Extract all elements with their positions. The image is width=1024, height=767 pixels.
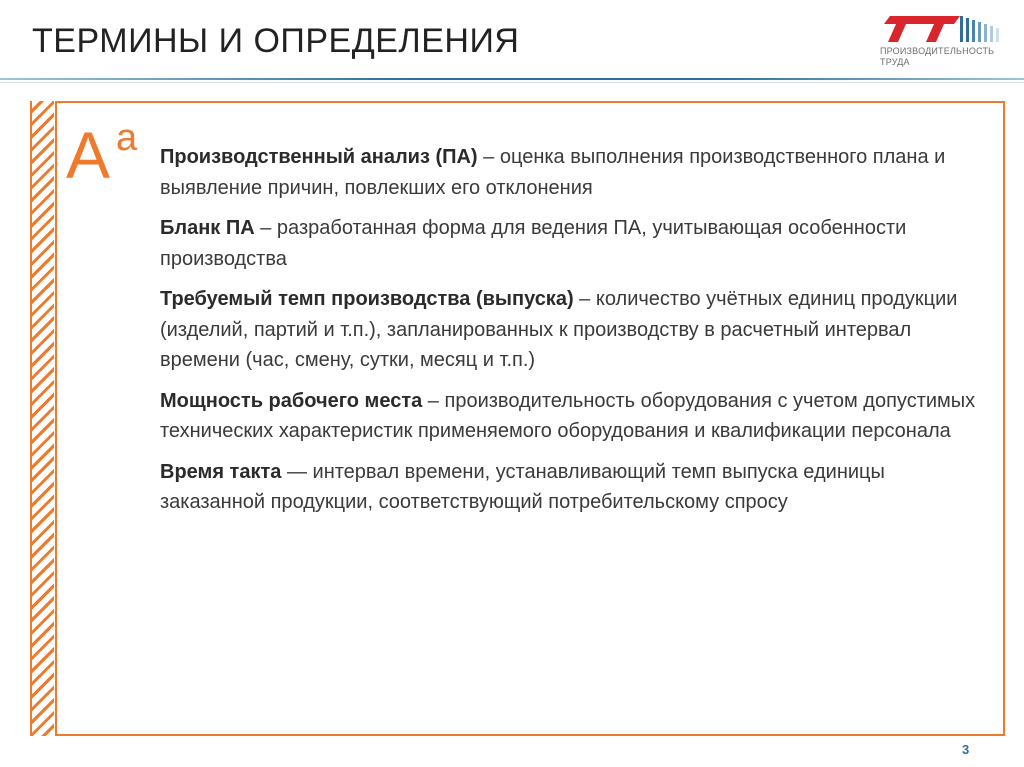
term-name: Бланк ПА bbox=[160, 217, 255, 239]
term-definition: разработанная форма для ведения ПА, учитывающая особенности производства bbox=[160, 217, 907, 270]
term-definition: количество учётных единиц продукции (изделий, партий и т.п.), запланированных к производству в расчетный интервал времени (час, смену, сутки, месяц и т.п.) bbox=[160, 288, 958, 371]
term-definition: оценка выполнения производственного плана и выявление причин, повлекших его отклонения bbox=[160, 146, 946, 199]
term-item bbox=[160, 386, 990, 447]
page-number: 3 bbox=[962, 742, 970, 757]
text-size-icon bbox=[66, 116, 146, 196]
terms-list bbox=[160, 142, 990, 528]
term-definition: интервал времени, устанавливающий темп выпуска единицы заказанной продукции, соответствующий потребительскому спросу bbox=[160, 460, 885, 513]
hatched-side-bar bbox=[30, 101, 54, 736]
logo-line-2: ТРУДА bbox=[880, 57, 910, 67]
term-name: Время такта bbox=[160, 460, 282, 483]
logo-text bbox=[880, 46, 994, 68]
term-item bbox=[160, 142, 990, 203]
pt-logo-icon bbox=[876, 12, 1006, 46]
term-separator: – bbox=[422, 389, 445, 412]
term-definition: производительность оборудования с учетом допустимых технических характеристик применяемого оборудования и квалификации персонала bbox=[160, 389, 976, 442]
header-divider-light bbox=[0, 82, 1024, 83]
text-size-icon-small-letter: а bbox=[116, 117, 138, 159]
slide-title: ТЕРМИНЫ И ОПРЕДЕЛЕНИЯ bbox=[32, 22, 520, 60]
term-separator: — bbox=[281, 460, 313, 483]
term-separator: – bbox=[254, 217, 277, 239]
term-item bbox=[160, 213, 990, 274]
term-separator: – bbox=[573, 288, 596, 310]
company-logo bbox=[876, 12, 1006, 72]
term-item bbox=[160, 457, 990, 518]
logo-line-1: ПРОИЗВОДИТЕЛЬНОСТЬ bbox=[880, 46, 995, 56]
term-name: Мощность рабочего места bbox=[160, 389, 423, 412]
header-divider bbox=[0, 78, 1024, 80]
term-name: Требуемый темп производства (выпуска) bbox=[160, 288, 574, 310]
term-item bbox=[160, 284, 990, 376]
term-separator: – bbox=[477, 146, 500, 168]
text-size-icon-big-letter: А bbox=[66, 118, 111, 192]
term-name: Производственный анализ (ПА) bbox=[160, 146, 478, 168]
